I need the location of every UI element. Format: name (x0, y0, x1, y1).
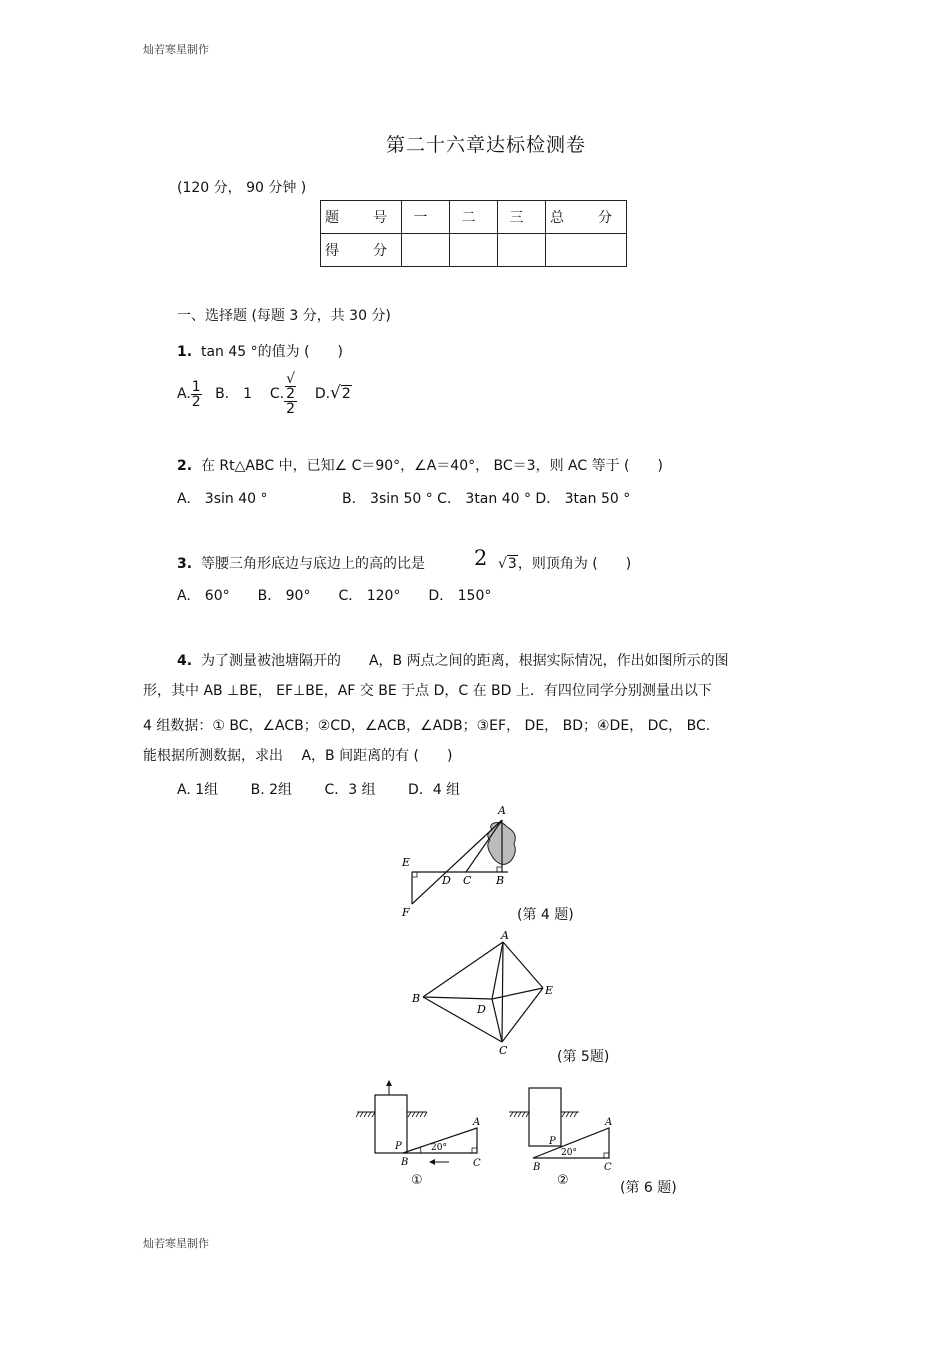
block (529, 1088, 561, 1146)
question-1-options (177, 372, 352, 416)
point-label: F (402, 906, 410, 919)
ratio-number: 2 (474, 546, 488, 570)
point-label: C (499, 1044, 508, 1057)
ground-hatch (408, 1112, 427, 1117)
score-input-cell[interactable] (498, 234, 546, 267)
option-d-label: D. (314, 386, 331, 402)
block (375, 1095, 407, 1153)
segment (503, 942, 543, 988)
question-1 (177, 341, 343, 361)
point-label: B (401, 1157, 409, 1168)
score-cell: 总 分 (546, 201, 627, 234)
option-b: B. 1 (215, 386, 253, 402)
segment (423, 997, 502, 1042)
score-table-header-row (321, 201, 627, 234)
option-c-label: C. (269, 386, 285, 402)
score-cell: 二 (450, 201, 498, 234)
right-angle-mark (497, 867, 502, 872)
question-text: ，则顶角为 ( ) (517, 556, 632, 572)
option-a-label: A. (177, 386, 191, 402)
question-number: 2. (177, 458, 193, 474)
fraction-numerator: 1 (191, 378, 201, 395)
fraction-denominator: 2 (286, 401, 295, 417)
options-bcd: B． 3sin 50 ° C． 3tan 40 ° D． 3tan 50 ° (342, 491, 631, 507)
radicand: 3 (507, 556, 517, 572)
left-arrow-icon (429, 1159, 435, 1165)
point-label: B (533, 1162, 541, 1173)
score-input-cell[interactable] (450, 234, 498, 267)
question-3-options: A. 60° B． 90° C． 120° D． 150° (177, 588, 492, 604)
point-label: A (473, 1117, 481, 1128)
question-2 (177, 455, 663, 475)
point-label: P (549, 1136, 556, 1147)
angle-label: 20° (561, 1148, 577, 1158)
point-label: B (496, 874, 505, 887)
segment (423, 942, 503, 997)
radicand: 2 (341, 386, 351, 402)
question-text: 等腰三角形底边与底边上的高的比是 (200, 556, 425, 572)
point-label: E (545, 984, 554, 997)
score-cell: 三 (498, 201, 546, 234)
figure-caption: (第 4 题) (517, 907, 574, 923)
figure-6-part-1 (355, 1078, 495, 1173)
sqrt-icon: √ (498, 556, 507, 572)
right-angle-mark (472, 1148, 477, 1153)
point-label: C (473, 1158, 481, 1169)
point-label: C (604, 1162, 612, 1173)
question-3 (177, 553, 425, 573)
section-heading: 一、选择题 (每题 3 分，共 30 分) (177, 308, 391, 324)
score-table-score-row (321, 234, 627, 267)
angle-label: 20° (431, 1143, 447, 1153)
point-label: C (463, 874, 472, 887)
up-arrow-icon (386, 1080, 392, 1086)
page-header-note: 灿若寒星制作 (143, 43, 209, 56)
page-title: 第二十六章达标检测卷 (386, 134, 587, 156)
angle-arc (420, 1147, 421, 1153)
fraction-denominator: 2 (191, 393, 201, 410)
point-label: B (412, 992, 421, 1005)
option-c-fraction (284, 372, 297, 416)
page-footer-note: 灿若寒星制作 (143, 1237, 209, 1250)
question-4-options: A. 1组 B. 2组 C．3 组 D．4 组 (177, 782, 461, 798)
figure-caption: (第 6 题) (620, 1180, 677, 1196)
ground-hatch (510, 1112, 529, 1117)
exam-meta: (120 分， 90 分钟 ) (177, 180, 307, 196)
point-label: D (442, 874, 451, 887)
question-number: 3. (177, 556, 193, 572)
segment (423, 997, 492, 999)
sqrt-icon: √ (330, 383, 341, 403)
figure-caption: (第 5题) (557, 1049, 610, 1065)
ground-hatch (356, 1112, 375, 1117)
point-label: D (477, 1003, 486, 1016)
radicand: 2 (286, 386, 295, 402)
score-input-cell[interactable] (402, 234, 450, 267)
segment (492, 999, 502, 1042)
question-text: 4 组数据：① BC，∠ACB；②CD，∠ACB，∠ADB；③EF， DE， BD；④DE， DC， BC. (143, 718, 711, 734)
question-text: 在 Rt△ABC 中，已知∠ C＝90°，∠A＝40°， BC＝3，则 AC 等于 ( ) (200, 458, 663, 474)
question-text: 能根据所测数据，求出 A，B 间距离的有 ( ) (143, 748, 453, 764)
question-number: 4. (177, 653, 193, 669)
ground-hatch (562, 1112, 577, 1117)
score-cell: 得 分 (321, 234, 402, 267)
score-cell: 一 (402, 201, 450, 234)
question-3-cont (498, 553, 631, 573)
figure-4 (390, 800, 520, 920)
segment (492, 942, 503, 999)
question-number: 1. (177, 344, 193, 360)
point-label: P (395, 1141, 402, 1152)
score-cell: 题 号 (321, 201, 402, 234)
point-label: A (501, 930, 509, 942)
question-4 (177, 650, 729, 670)
question-text: 为了测量被池塘隔开的 A，B 两点之间的距离，根据实际情况，作出如图所示的图 (200, 653, 729, 669)
point-label: A (605, 1117, 613, 1128)
question-text: 形，其中 AB ⊥BE， EF⊥BE，AF 交 BE 于点 D，C 在 BD 上．有四位同学分别测量出以下 (143, 683, 712, 699)
option-a: A. 3sin 40 ° (177, 491, 268, 507)
figure-6-part-2 (505, 1078, 625, 1173)
right-angle-mark (604, 1153, 609, 1158)
segment (502, 942, 503, 1042)
question-text: tan 45 °的值为 ( ) (200, 344, 343, 360)
figure-5 (405, 930, 565, 1058)
score-table (320, 200, 627, 267)
point-label: A (498, 804, 506, 817)
subfigure-label: ② (557, 1173, 569, 1188)
point-label: E (402, 856, 411, 869)
option-a-fraction (191, 380, 202, 409)
right-angle-mark (412, 872, 417, 877)
subfigure-label: ① (411, 1173, 423, 1188)
fraction-numerator: √ 2 (286, 371, 295, 402)
score-input-cell[interactable] (546, 234, 627, 267)
line-AF (412, 820, 505, 904)
